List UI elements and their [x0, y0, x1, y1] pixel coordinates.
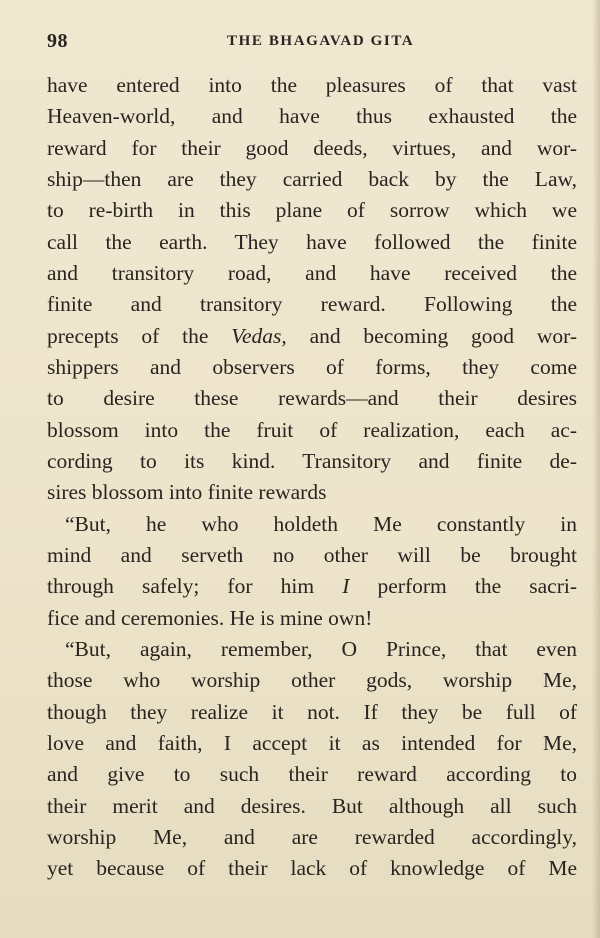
text-line: worship Me, and are rewarded accordingly,: [47, 824, 577, 849]
text-line: have entered into the pleasures of that vast: [47, 73, 577, 97]
text-line: and give to such their reward according to: [47, 762, 577, 787]
text-line: Heaven-world, and have thus exhausted the: [47, 104, 577, 129]
italic-text: Vedas,: [231, 323, 287, 348]
text-line: their merit and desires. But although all such: [47, 793, 577, 818]
text-line: “But, he who holdeth Me constantly in: [65, 511, 577, 536]
body-text: [47, 70, 577, 885]
text-line: “But, again, remember, O Prince, that even: [65, 636, 577, 661]
text-line: [47, 571, 577, 602]
text-line: those who worship other gods, worship Me,: [47, 668, 577, 693]
text-line: mind and serveth no other will be brought: [47, 542, 577, 567]
text-segment: perform the sacri-: [349, 574, 577, 599]
text-line: yet because of their lack of knowledge of Me: [47, 856, 577, 881]
text-line: [47, 321, 577, 352]
text-line: shippers and observers of forms, they come: [47, 354, 577, 379]
text-line: sires blossom into finite rewards: [47, 480, 327, 505]
text-line: though they realize it not. If they be full of: [47, 699, 577, 724]
page-edge-shadow: [592, 0, 600, 938]
text-line: love and faith, I accept it as intended for Me,: [47, 730, 577, 755]
text-segment: and becoming good wor-: [286, 323, 577, 348]
text-line: reward for their good deeds, virtues, and wor-: [47, 135, 577, 160]
text-line: finite and transitory reward. Following the: [47, 292, 577, 317]
page-header: [47, 30, 577, 56]
italic-text: I: [342, 574, 350, 599]
text-line: to re-birth in this plane of sorrow which we: [47, 198, 577, 223]
text-line: to desire these rewards—and their desires: [47, 386, 577, 411]
text-line: ship—then are they carried back by the Law,: [47, 166, 577, 191]
text-segment: precepts of the: [47, 323, 232, 348]
text-line: cording to its kind. Transitory and finite de-: [47, 448, 577, 473]
text-line: blossom into the fruit of realization, each ac-: [47, 417, 577, 442]
running-title: THE BHAGAVAD GITA: [227, 33, 415, 49]
text-line: call the earth. They have followed the finite: [47, 229, 577, 254]
page-number: 98: [47, 30, 68, 52]
text-segment: through safely; for him: [47, 574, 343, 599]
text-line: fice and ceremonies. He is mine own!: [47, 605, 373, 630]
text-line: and transitory road, and have received the: [47, 260, 577, 285]
